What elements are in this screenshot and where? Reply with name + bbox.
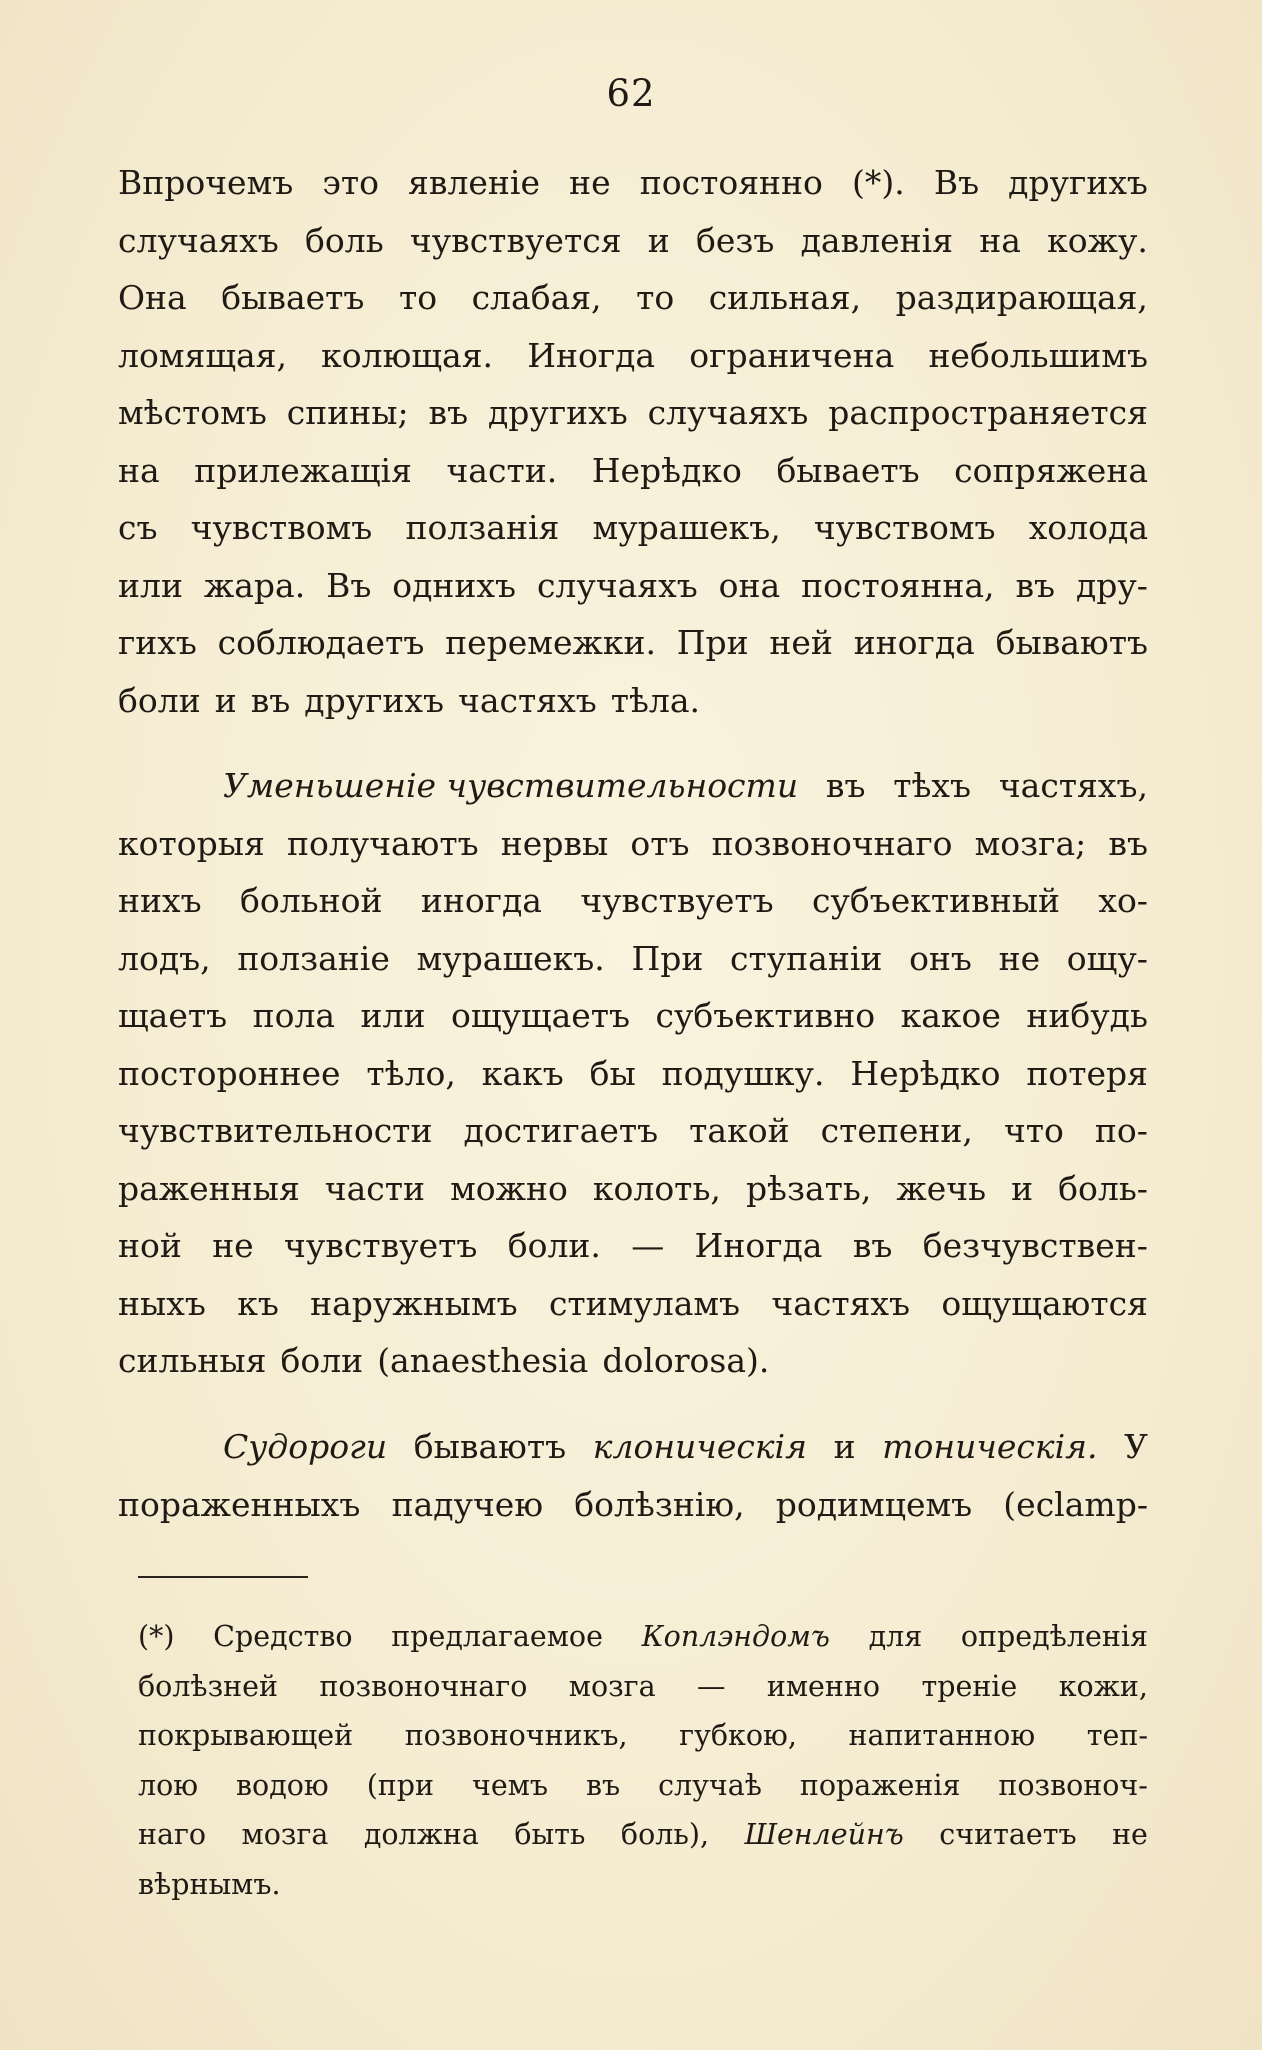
italic-name: Коплэндомъ	[641, 1620, 830, 1653]
text-line: случаяхъ боль чувствуется и безъ давленія на кожу.	[118, 220, 1148, 260]
footnote-line: вѣрнымъ.	[138, 1867, 281, 1901]
text-line: боли и въ другихъ частяхъ тѣла.	[118, 680, 700, 720]
footnote-line: лою водою (при чемъ въ случаѣ пораженія позвоноч-	[138, 1768, 1148, 1802]
text-line: ной не чувствуетъ боли. — Иногда въ безчувствен-	[118, 1226, 1148, 1265]
footnote	[138, 1612, 1148, 1909]
text-line: гихъ соблюдаетъ перемежки. При ней иногда бываютъ	[118, 623, 1148, 662]
italic-term: Судороги	[223, 1427, 388, 1466]
text-line: чувствительности достигаетъ такой степени, что по-	[118, 1111, 1148, 1150]
paragraph-sensitivity	[118, 757, 1148, 1390]
text-line: мѣстомъ спины; въ другихъ случаяхъ распространяется	[118, 393, 1148, 432]
text-line: Впрочемъ это явленіе не постоянно (*). Въ другихъ	[118, 154, 1148, 212]
text-line: ныхъ къ наружнымъ стимуламъ частяхъ ощущаются	[118, 1283, 1148, 1323]
italic-name: Шенлейнъ	[744, 1818, 904, 1851]
text-line: сильныя боли (anaesthesia dolorosa).	[118, 1341, 770, 1380]
footnote-reference: (*).	[851, 163, 905, 202]
text-line: раженныя части можно колоть, рѣзать, жечь и боль-	[118, 1168, 1148, 1208]
footnote-line: наго мозга должна быть боль), Шенлейнъ считаетъ не	[138, 1810, 1148, 1860]
page-number: 62	[606, 72, 656, 115]
text-line: пораженныхъ падучею болѣзнію, родимцемъ (eclamp-	[118, 1484, 1148, 1524]
footnote-line: покрывающей позвоночникъ, губкою, напитанною теп-	[138, 1719, 1148, 1752]
paragraph-pain	[118, 154, 1148, 729]
text-line: Она бываетъ то слабая, то сильная, раздирающая,	[118, 278, 1148, 317]
text-line: Судороги бываютъ клоническія и тоническія. У	[118, 1418, 1148, 1476]
text-line: съ чувствомъ ползанія мурашекъ, чувствомъ холода	[118, 508, 1148, 547]
italic-term: клоническія	[592, 1427, 807, 1466]
text-line: Уменьшеніе чувствительности въ тѣхъ частяхъ,	[118, 757, 1148, 815]
text-line: постороннее тѣло, какъ бы подушку. Нерѣдко потеря	[118, 1053, 1148, 1093]
text-line: ломящая, колющая. Иногда ограничена небольшимъ	[118, 335, 1148, 375]
text-line: или жара. Въ однихъ случаяхъ она постоянна, въ дру-	[118, 565, 1148, 605]
footnote-separator	[138, 1576, 308, 1578]
footnote-marker: (*)	[138, 1620, 175, 1653]
text-line: лодъ, ползаніе мурашекъ. При ступаніи онъ не ощу-	[118, 938, 1148, 978]
text-line: нихъ больной иногда чувствуетъ субъективный хо-	[118, 881, 1148, 920]
italic-term: Уменьшеніе чувствительности	[223, 766, 799, 805]
text-line: на прилежащія части. Нерѣдко бываетъ сопряжена	[118, 450, 1148, 490]
italic-term: тоническія.	[882, 1427, 1098, 1466]
footnote-line: (*) Средство предлагаемое Коплэндомъ для опредѣленія	[138, 1612, 1148, 1662]
paragraph-convulsions	[118, 1418, 1148, 1533]
footnote-line: болѣзней позвоночнаго мозга — именно треніе кожи,	[138, 1669, 1148, 1703]
text-line: которыя получаютъ нервы отъ позвоночнаго мозга; въ	[118, 823, 1148, 863]
text-line: щаетъ пола или ощущаетъ субъективно какое нибудь	[118, 996, 1148, 1035]
